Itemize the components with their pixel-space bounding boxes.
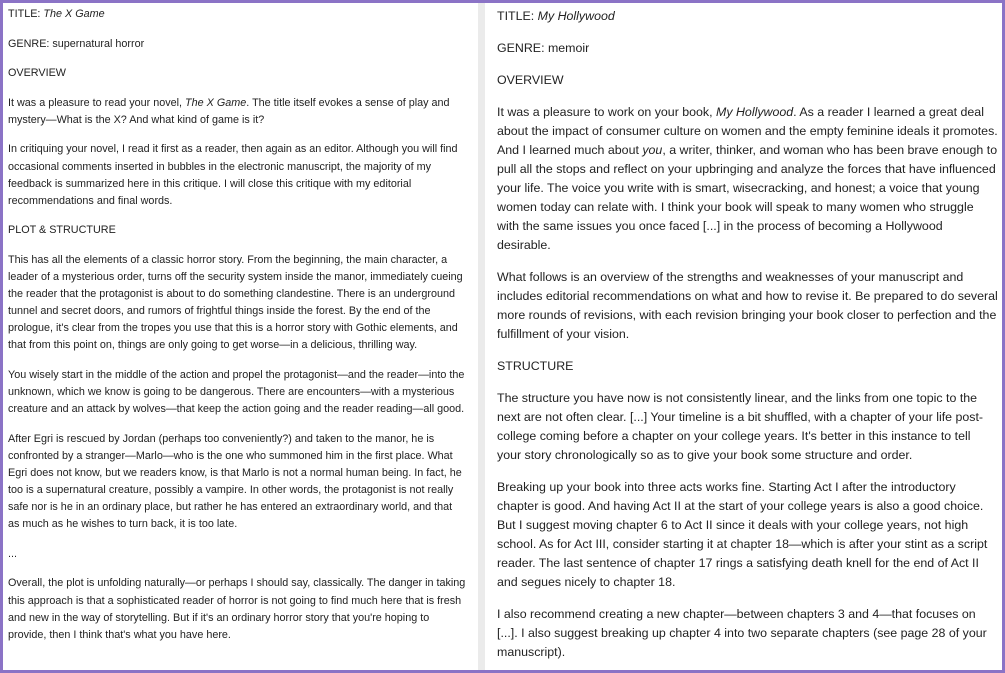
plot-paragraph: This has all the elements of a classic horror story. From the beginning, the main character, a leader of a mysterious order, turns off the security system inside the manor, immediately cueing the reader that the protagonist is about to do something clandestine. There is an underground tunnel and secret doors, and rumors of frightful things inside the forest. By the end of the prologue, it's clear from the tropes you use that this is a horror story with Gothic elements, and that from this point on, things are only going to get worse—in a delicious, thrilling way.	[8, 253, 463, 352]
left-critique-pane	[3, 3, 478, 670]
structure-paragraph: I also recommend creating a new chapter—between chapters 3 and 4—that focuses on [...]. I also suggest breaking up chapter 4 into two separate chapters (see page 28 of your manuscript).	[497, 607, 987, 659]
intro-paragraph: It was a pleasure to work on your book, My Hollywood. As a reader I learned a great deal about the impact of consumer culture on women and the empty feminine ideals it promotes. And I learned much about you, a writer, thinker, and woman who has been brave enough to pull all the stops and reflect on your upbringing and analyze the forces that have influenced your life. The voice you write with is smart, wisecracking, and honest; a voice that young women today can relate with. I think your book will speak to many women who struggle with the same issues you once faced [...] in the process of becoming a Hollywood desirable.	[497, 105, 998, 252]
book-title-inline: The X Game	[185, 96, 247, 109]
left-critique-content	[3, 3, 478, 644]
right-critique-pane	[478, 3, 1002, 670]
title-label: TITLE:	[497, 9, 538, 23]
title-line	[497, 7, 998, 26]
critique-method-paragraph: In critiquing your novel, I read it first as a reader, then again as an editor. Although you will find occasional comments inserted in bubbles in the electronic manuscript, the majority of my feedback is summarized here in this critique. I will close this critique with my editorial recommendations and final words.	[8, 143, 458, 207]
structure-paragraph: The structure you have now is not consistently linear, and the links from one topic to the next are not often clear. [...] Your timeline is a bit shuffled, with a chapter of your life post-college coming before a chapter on your college years. It's better in this instance to tell your story chronologically so as to give your book some structure and order.	[497, 391, 984, 462]
what-follows-paragraph: What follows is an overview of the strengths and weaknesses of your manuscript and includes editorial recommendations on what and how to revise it. Be prepared to do several more rounds of revisions, with each revision bringing your book closer to perfection and the fulfillment of your vision.	[497, 270, 998, 341]
book-title-inline: My Hollywood	[716, 105, 794, 119]
emphasis-you: you	[642, 143, 663, 157]
genre-line: GENRE: memoir	[497, 41, 590, 55]
title-line	[8, 6, 466, 23]
book-title: My Hollywood	[537, 9, 615, 23]
intro-paragraph: It was a pleasure to read your novel, The X Game. The title itself evokes a sense of play and mystery—What is the X? And what kind of game is it?	[8, 96, 450, 126]
plot-structure-heading: PLOT & STRUCTURE	[8, 224, 116, 237]
title-label: TITLE:	[8, 8, 44, 20]
plot-paragraph: Overall, the plot is unfolding naturally—or perhaps I should say, classically. The danger in taking this approach is that a sophisticated reader of horror is not going to find much here that is fresh and new in the way of storytelling. But if it's an ordinary horror story that you're hoping to provide, then I think that's what you have here.	[8, 577, 466, 641]
book-title: The X Game	[43, 8, 105, 20]
overview-heading: OVERVIEW	[8, 67, 66, 80]
ellipsis: ...	[8, 547, 17, 560]
plot-paragraph: After Egri is rescued by Jordan (perhaps too conveniently?) and taken to the manor, he is confronted by a stranger—Marlo—who is the one who summoned him in the first place. What Egri does not know, but we readers know, is that Marlo is not a normal human being. In fact, he too is a supernatural creature, possibly a vampire. In other words, the protagonist is not really safe nor is he in an ordinary place, but rather he has entered an extraordinary world, and that as much as he wishes to turn back, it is too late.	[8, 432, 462, 531]
structure-paragraph: Breaking up your book into three acts works fine. Starting Act I after the introductory chapter is good. And having Act II at the start of your college years is also a good choice. But I suggest moving chapter 6 to Act II since it deals with your college years, not high school. As for Act III, consider starting it at chapter 18—which is after your stint as a script reader. The last sentence of chapter 17 rings a satisfying death knell for the end of Act II and segues nicely to chapter 18.	[497, 480, 988, 589]
plot-paragraph: You wisely start in the middle of the action and propel the protagonist—and the reader—into the unknown, which we know is going to be dangerous. There are encounters—with a mysterious creature and an attack by wolves—that keep the action going and the reader reading—all good.	[8, 369, 465, 416]
structure-heading: STRUCTURE	[497, 359, 574, 373]
right-critique-content	[478, 3, 1002, 662]
overview-heading: OVERVIEW	[497, 73, 564, 87]
genre-line: GENRE: supernatural horror	[8, 37, 145, 50]
